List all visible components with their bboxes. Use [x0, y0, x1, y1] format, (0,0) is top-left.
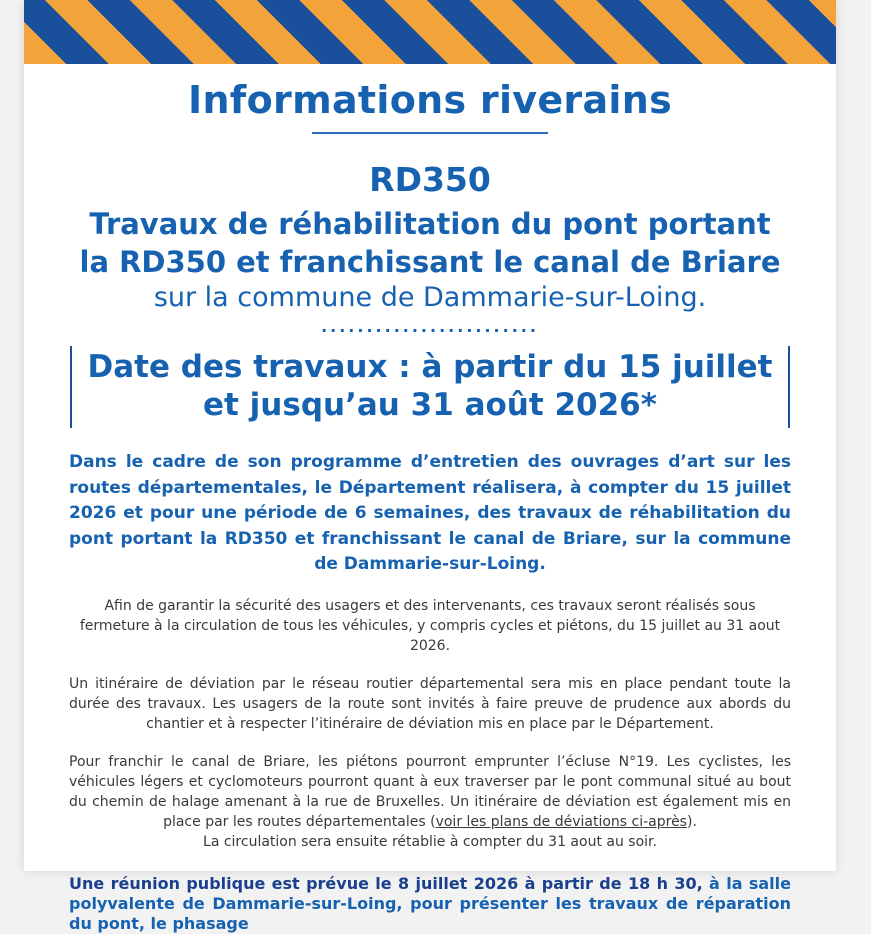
dotted-separator: ........................ [321, 317, 539, 336]
headline-line-2: la RD350 et franchissant le canal de Briare [79, 245, 781, 279]
meeting-details-text: à la salle polyvalente de Dammarie-sur-Loing, pour présenter les travaux de réparation du pont, le phasage [69, 873, 791, 933]
notice-sheet [24, 0, 836, 933]
crossing-text: Pour franchir le canal de Briare, les piétons pourront emprunter l’écluse N°19. Les cyclistes, les véhicules légers et cyclomoteurs pourront quant à eux traverser par le pont communal situé au bout du chemin de halage amenant à la rue de Bruxelles. Un itinéraire de déviation est également mis en place par les routes départementales ( [69, 753, 791, 830]
crossing-text-end: ). [686, 813, 697, 830]
works-dates-line-2: et jusqu’au 31 août 2026* [203, 387, 657, 423]
headline-line-1: Travaux de réhabilitation du pont portant [89, 207, 771, 241]
intro-paragraph: Dans le cadre de son programme d’entretien des ouvrages d’art sur les routes départementales, le Département réalisera, à compter du 15 juillet 2026 et pour une période de 6 semaines, des travaux de réhabilitation du pont portant la RD350 et franchissant le canal de Briare, sur la commune de Dammarie-sur-Loing. [69, 452, 791, 574]
crossing-paragraph [69, 752, 791, 852]
detour-plans-link[interactable]: voir les plans de déviations ci-après [435, 813, 687, 830]
headline [24, 205, 836, 281]
detour-paragraph: Un itinéraire de déviation par le réseau routier départemental sera mis en place pendant toute la durée des travaux. Les usagers de la route sont invités à faire preuve de prudence aux abords du chantier et à respecter l’itinéraire de déviation mis en place par le Département. [69, 675, 791, 732]
reopening-text: La circulation sera ensuite rétablie à compter du 31 aout au soir. [203, 833, 657, 850]
commune-line: sur la commune de Dammarie-sur-Loing. [153, 282, 707, 313]
works-dates-box [70, 346, 790, 428]
page-title: Informations riverains [188, 78, 672, 122]
meeting-date-text: Une réunion publique est prévue le 8 juillet 2026 à partir de 18 h 30, [69, 873, 703, 893]
public-meeting-paragraph [69, 874, 791, 934]
works-dates-line-1: Date des travaux : à partir du 15 juillet [87, 349, 773, 385]
warning-stripes-banner [24, 0, 836, 64]
title-underline [312, 132, 548, 134]
safety-paragraph: Afin de garantir la sécurité des usagers et des intervenants, ces travaux seront réalisés sous fermeture à la circulation de tous les véhicules, y compris cycles et piétons, du 15 juillet au 31 aout 2026. [79, 597, 781, 654]
road-name: RD350 [369, 160, 491, 199]
